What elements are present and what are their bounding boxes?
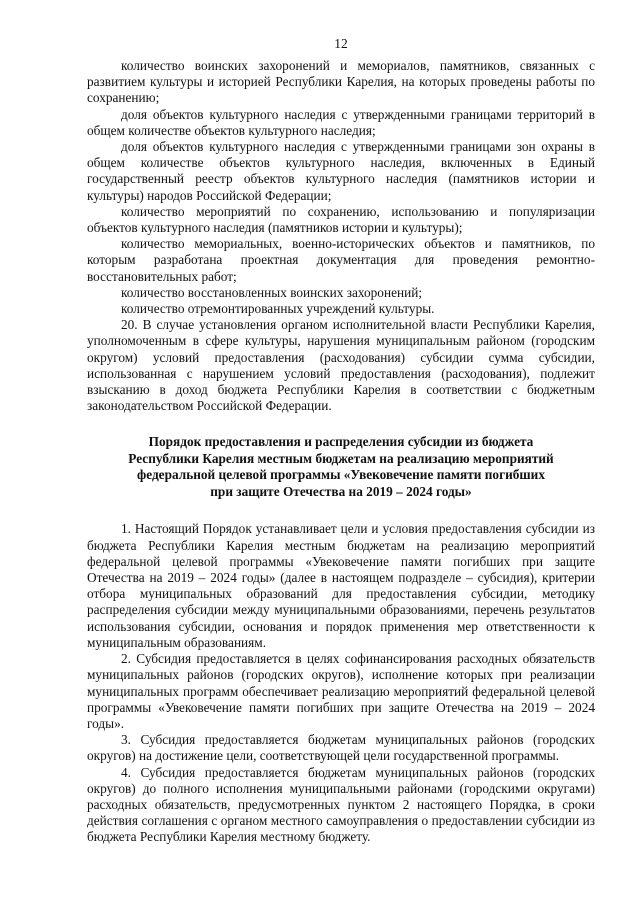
section-title-line: федеральной целевой программы «Увековечение памяти погибших <box>137 467 545 483</box>
document-page <box>87 36 595 846</box>
section-title-line: при защите Отечества на 2019 – 2024 годы» <box>210 483 472 499</box>
page-number: 12 <box>334 36 348 51</box>
list-item: доля объектов культурного наследия с утвержденными границами территорий в общем количестве объектов культурного наследия; <box>87 106 595 138</box>
paragraph-20: 20. В случае установления органом исполнительной власти Республики Карелия, уполномоченным в сфере культуры, нарушения муниципальным районом (городским округом) условий предоставления (расходования) субсидии сумма субсидии, использованная с нарушением условий предоставления (расходования), подлежит взысканию в доход бюджета Республики Карелия в соответствии с бюджетным законодательством Российской Федерации. <box>87 317 595 414</box>
list-item: количество мероприятий по сохранению, использованию и популяризации объектов культурного наследия (памятников истории и культуры); <box>87 203 595 236</box>
section-paragraph: 3. Субсидия предоставляется бюджетам муниципальных районов (городских округов) на достижение цели, соответствующей цели государственной программы. <box>87 732 595 764</box>
list-item: количество воинских захоронений и мемориалов, памятников, связанных с развитием культуры и историей Республики Карелия, на которых проведены работы по сохранению; <box>87 58 595 106</box>
section-title-line: Республики Карелия местным бюджетам на реализацию мероприятий <box>128 450 554 466</box>
list-item: количество отремонтированных учреждений культуры. <box>121 301 435 317</box>
section-paragraph: 1. Настоящий Порядок устанавливает цели и условия предоставления субсидии из бюджета Республики Карелия местным бюджетам на реализацию мероприятий федеральной целевой программы «Увековечение памяти погибших при защите Отечества на 2019 – 2024 годы» (далее в настоящем подразделе – субсидия), критерии отбора муниципальных образований для предоставления субсидии, методику распределения субсидии между муниципальными образованиями, перечень результатов использования субсидии, основания и порядок применения мер ответственности к муниципальным образованиям. <box>87 521 595 650</box>
section-title-line: Порядок предоставления и распределения субсидии из бюджета <box>148 434 534 450</box>
section-paragraph: 4. Субсидия предоставляется бюджетам муниципальных районов (городских округов) до полного исполнения муниципальными районами (городскими округами) расходных обязательств, предусмотренных пунктом 2 настоящего Порядка, в сроки действия соглашения с органом местного самоуправления о предоставлении субсидии из бюджета Республики Карелия местному бюджету. <box>87 764 595 845</box>
list-item: доля объектов культурного наследия с утвержденными границами зон охраны в общем количестве объектов культурного наследия, включенных в Единый государственный реестр объектов культурного наследия (памятников истории и культуры) народов Российской Федерации; <box>87 139 595 203</box>
section-title <box>87 434 595 500</box>
list-item: количество восстановленных воинских захоронений; <box>121 284 423 300</box>
list-item: количество мемориальных, военно-исторических объектов и памятников, по которым разработана проектная документация для проведения ремонтно-восстановительных работ; <box>87 236 595 284</box>
section-paragraph: 2. Субсидия предоставляется в целях софинансирования расходных обязательств муниципальных районов (городских округов), исполнение которых при реализации муниципальных программ обеспечивает реализацию мероприятий федеральной целевой программы «Увековечение памяти погибших при защите Отечества на 2019 – 2024 годы». <box>87 651 595 731</box>
section-body <box>87 521 595 845</box>
indicator-list <box>87 58 595 317</box>
